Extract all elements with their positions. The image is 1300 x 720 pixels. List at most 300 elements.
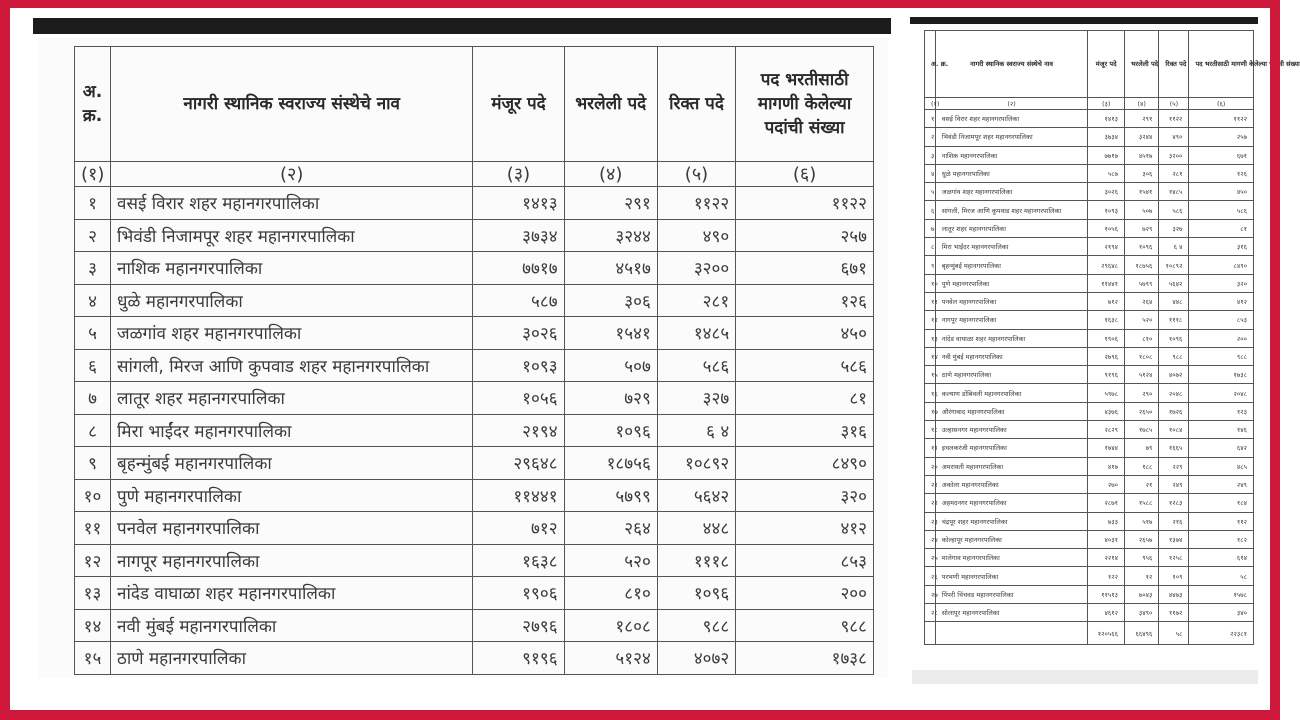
table-row xyxy=(925,494,1254,512)
serial-cell: ६ xyxy=(75,349,111,382)
serial-cell: ९ xyxy=(925,256,936,274)
table-row xyxy=(925,128,1254,146)
demanded-cell: ६१४ xyxy=(1189,549,1254,567)
vacant-cell: १३७४ xyxy=(1159,530,1189,548)
serial-cell: २५ xyxy=(925,549,936,567)
sanctioned-cell: ५८७ xyxy=(1088,164,1125,182)
table-row xyxy=(75,349,874,382)
vacant-cell: ११२२ xyxy=(657,187,735,220)
name-cell: सांगली, मिरज आणि कुपवाड शहर महानगरपालिका xyxy=(111,349,473,382)
sanctioned-cell: ३७३४ xyxy=(473,219,564,252)
vacant-cell: १४८५ xyxy=(1159,183,1189,201)
sanctioned-cell: २९६४८ xyxy=(473,447,564,480)
filled-cell: ५१७ xyxy=(1124,512,1158,530)
name-cell: अहमदनगर महानगरपालिका xyxy=(935,494,1088,512)
demanded-cell: १४६ xyxy=(1189,421,1254,439)
demanded-cell: २५७ xyxy=(736,219,874,252)
vacant-cell: २४९ xyxy=(1159,475,1189,493)
serial-cell: १६ xyxy=(925,384,936,402)
sanctioned-cell: ११४४१ xyxy=(1088,274,1125,292)
header-vacant: रिक्त पदे xyxy=(657,47,735,162)
filled-cell: १८७५६ xyxy=(1124,256,1158,274)
column-number: (५) xyxy=(657,162,735,187)
name-cell: नाशिक महानगरपालिका xyxy=(111,252,473,285)
serial-cell: २८ xyxy=(925,604,936,622)
vacant-cell: ४९० xyxy=(657,219,735,252)
header-sanctioned: मंजूर पदे xyxy=(473,47,564,162)
sanctioned-cell: ४१७ xyxy=(1088,457,1125,475)
sanctioned-cell: २७० xyxy=(1088,475,1125,493)
table-row xyxy=(925,439,1254,457)
table-row xyxy=(925,567,1254,585)
demanded-cell: ३१६ xyxy=(736,414,874,447)
table-row xyxy=(925,201,1254,219)
sanctioned-cell: २७९६ xyxy=(1088,347,1125,365)
serial-cell: ३ xyxy=(925,146,936,164)
filled-cell: ८१० xyxy=(1124,329,1158,347)
table-row xyxy=(925,530,1254,548)
vacant-cell: ४४८ xyxy=(1159,292,1189,310)
table-header-row xyxy=(75,47,874,162)
vacant-cell: ११२२ xyxy=(1159,110,1189,128)
vacant-cell: १७२६ xyxy=(1159,402,1189,420)
sanctioned-cell: २९६४८ xyxy=(1088,256,1125,274)
vacant-cell: १०८९२ xyxy=(657,447,735,480)
demanded-cell: ३२० xyxy=(1189,274,1254,292)
serial-cell: २२ xyxy=(925,494,936,512)
name-cell: नवी मुंबई महानगरपालिका xyxy=(111,609,473,642)
vacant-cell: १११८ xyxy=(1159,311,1189,329)
filled-cell: ९५६ xyxy=(1124,549,1158,567)
vacant-cell: १६६५ xyxy=(1159,439,1189,457)
name-cell: मिरा भाईंदर महानगरपालिका xyxy=(935,238,1088,256)
filled-cell: ३०६ xyxy=(564,284,657,317)
table-row xyxy=(925,219,1254,237)
serial-cell: १२ xyxy=(925,311,936,329)
table-header-row xyxy=(925,31,1254,98)
header-vacant: रिक्त पदे xyxy=(1159,31,1189,98)
table-row xyxy=(925,183,1254,201)
name-cell: अमरावती महानगरपालिका xyxy=(935,457,1088,475)
serial-cell: ७ xyxy=(75,382,111,415)
name-cell: मिरा भाईंदर महानगरपालिका xyxy=(111,414,473,447)
header-name: नागरी स्थानिक स्वराज्य संस्थेचे नाव xyxy=(111,47,473,162)
filled-cell: १०९६ xyxy=(564,414,657,447)
filled-cell: ३४९० xyxy=(1124,604,1158,622)
serial-cell: ४ xyxy=(75,284,111,317)
serial-cell: ११ xyxy=(925,292,936,310)
demanded-cell: ८४९० xyxy=(736,447,874,480)
sanctioned-cell: ११४४१ xyxy=(473,479,564,512)
table-row xyxy=(925,604,1254,622)
filled-cell: ७२९ xyxy=(564,382,657,415)
name-cell: वसई विरार शहर महानगरपालिका xyxy=(935,110,1088,128)
sanctioned-cell: ५९७८ xyxy=(1088,384,1125,402)
column-number: (१) xyxy=(75,162,111,187)
name-cell: ठाणे महानगरपालिका xyxy=(935,366,1088,384)
vacant-cell: १४८५ xyxy=(657,317,735,350)
name-cell: नाशिक महानगरपालिका xyxy=(935,146,1088,164)
column-number: (४) xyxy=(1124,98,1158,110)
demanded-cell: १२३ xyxy=(1189,402,1254,420)
table-row xyxy=(75,414,874,447)
filled-cell: ३०६ xyxy=(1124,164,1158,182)
sanctioned-cell: ९१९६ xyxy=(473,642,564,675)
table-row xyxy=(925,549,1254,567)
table-row xyxy=(925,457,1254,475)
filled-cell: ५२० xyxy=(1124,311,1158,329)
sanctioned-cell: १६३८ xyxy=(1088,311,1125,329)
table-row xyxy=(925,164,1254,182)
filled-cell: १८८ xyxy=(1124,457,1158,475)
total-row xyxy=(925,622,1254,645)
filled-cell: ३२४४ xyxy=(1124,128,1158,146)
serial-cell: १२ xyxy=(75,544,111,577)
name-cell: बृहन्मुंबई महानगरपालिका xyxy=(935,256,1088,274)
name-cell: पनवेल महानगरपालिका xyxy=(111,512,473,545)
demanded-cell: ५८६ xyxy=(736,349,874,382)
header-name: नागरी स्थानिक स्वराज्य संस्थेचे नाव xyxy=(935,31,1088,98)
name-cell: धुळे महानगरपालिका xyxy=(111,284,473,317)
sanctioned-cell: १७४४ xyxy=(1088,439,1125,457)
table-row xyxy=(925,366,1254,384)
table-row xyxy=(75,479,874,512)
vacant-cell: ११७२ xyxy=(1159,604,1189,622)
name-cell: नांदेड वाघाळा शहर महानगरपालिका xyxy=(111,577,473,610)
sanctioned-cell: ५८७ xyxy=(473,284,564,317)
sanctioned-cell: १०५६ xyxy=(1088,219,1125,237)
filled-cell: १५८८ xyxy=(1124,494,1158,512)
table-row xyxy=(925,512,1254,530)
name-cell: नागपूर महानगरपालिका xyxy=(935,311,1088,329)
vacant-cell: ९८८ xyxy=(657,609,735,642)
header-serial: अ. क्र. xyxy=(925,31,936,98)
serial-cell: ३ xyxy=(75,252,111,285)
serial-cell: १५ xyxy=(75,642,111,675)
filled-cell: १२ xyxy=(1124,567,1158,585)
header-serial: अ. क्र. xyxy=(75,47,111,162)
filled-cell: ५२० xyxy=(564,544,657,577)
column-number: (४) xyxy=(564,162,657,187)
filled-cell: ७०४३ xyxy=(1124,585,1158,603)
demanded-cell: ८५३ xyxy=(736,544,874,577)
demanded-cell: ६७१ xyxy=(1189,146,1254,164)
demanded-cell: ४१२ xyxy=(736,512,874,545)
column-number: (३) xyxy=(473,162,564,187)
serial-cell: ८ xyxy=(75,414,111,447)
serial-cell: १९ xyxy=(925,439,936,457)
sanctioned-cell: २८७१ xyxy=(1088,494,1125,512)
demanded-cell: २५७ xyxy=(1189,128,1254,146)
filled-cell: १८७५६ xyxy=(564,447,657,480)
sanctioned-cell: १९०६ xyxy=(473,577,564,610)
name-cell: नवी मुंबई महानगरपालिका xyxy=(935,347,1088,365)
sanctioned-cell: २७९६ xyxy=(473,609,564,642)
demanded-cell: १८२ xyxy=(1189,530,1254,548)
demanded-cell: १२६ xyxy=(1189,164,1254,182)
demanded-cell: ४१२ xyxy=(1189,292,1254,310)
column-number: (२) xyxy=(111,162,473,187)
table-row xyxy=(925,311,1254,329)
filled-cell: ३२४४ xyxy=(564,219,657,252)
vacant-cell: ३२०० xyxy=(657,252,735,285)
filled-cell: २१ xyxy=(1124,475,1158,493)
filled-cell: ५७९९ xyxy=(1124,274,1158,292)
name-cell: ठाणे महानगरपालिका xyxy=(111,642,473,675)
filled-cell: १५४१ xyxy=(564,317,657,350)
name-cell: इचलकरंजी महानगरपालिका xyxy=(935,439,1088,457)
total-filled-cell: ६६४९६ xyxy=(1124,622,1158,645)
demanded-cell: ६७१ xyxy=(736,252,874,285)
vacant-cell: ५६४२ xyxy=(657,479,735,512)
filled-cell: ८१० xyxy=(564,577,657,610)
column-number: (२) xyxy=(935,98,1088,110)
table-row xyxy=(925,402,1254,420)
vacant-cell: ३२७ xyxy=(1159,219,1189,237)
name-cell: पनवेल महानगरपालिका xyxy=(935,292,1088,310)
serial-cell: २६ xyxy=(925,567,936,585)
vacant-cell: १०८४ xyxy=(1159,421,1189,439)
demanded-cell: ४५० xyxy=(736,317,874,350)
table-row xyxy=(75,577,874,610)
demanded-cell: ११२ xyxy=(1189,512,1254,530)
name-cell: भिवंडी निजामपूर शहर महानगरपालिका xyxy=(111,219,473,252)
vacancy-table-zoomed xyxy=(74,46,874,675)
name-cell: कोल्हापूर महानगरपालिका xyxy=(935,530,1088,548)
filled-cell: ५७९९ xyxy=(564,479,657,512)
sanctioned-cell: ४३७६ xyxy=(1088,402,1125,420)
demanded-cell: ३४० xyxy=(1189,604,1254,622)
name-cell: पिंपरी चिंचवड महानगरपालिका xyxy=(935,585,1088,603)
demanded-cell: ११२२ xyxy=(736,187,874,220)
demanded-cell: १७३८ xyxy=(1189,366,1254,384)
serial-cell: २१ xyxy=(925,475,936,493)
demanded-cell: ५८ xyxy=(1189,567,1254,585)
demanded-cell: ८४९० xyxy=(1189,256,1254,274)
name-cell: औरंगाबाद महानगरपालिका xyxy=(935,402,1088,420)
vacant-cell: ४४८ xyxy=(657,512,735,545)
table-row xyxy=(925,274,1254,292)
filled-cell: ५०७ xyxy=(1124,201,1158,219)
demanded-cell: ८१ xyxy=(736,382,874,415)
demanded-cell: २०० xyxy=(736,577,874,610)
name-cell: भिवंडी निजामपूर शहर महानगरपालिका xyxy=(935,128,1088,146)
sanctioned-cell: १०५६ xyxy=(473,382,564,415)
table-row xyxy=(925,585,1254,603)
header-filled: भरलेली पदे xyxy=(1124,31,1158,98)
demanded-cell: ६४२ xyxy=(1189,439,1254,457)
vacant-cell: ४९० xyxy=(1159,128,1189,146)
filled-cell: १८०८ xyxy=(1124,347,1158,365)
sanctioned-cell: ७७१७ xyxy=(473,252,564,285)
filled-cell: ७९ xyxy=(1124,439,1158,457)
demanded-cell: ९८८ xyxy=(1189,347,1254,365)
vacant-cell: २८१ xyxy=(1159,164,1189,182)
name-cell: जळगांव शहर महानगरपालिका xyxy=(935,183,1088,201)
table-row xyxy=(75,187,874,220)
serial-cell: ६ xyxy=(925,201,936,219)
total-label-cell xyxy=(935,622,1088,645)
table-row xyxy=(925,347,1254,365)
name-cell: कल्याण डोंबिवली महानगरपालिका xyxy=(935,384,1088,402)
vacancy-table-full xyxy=(924,30,1300,645)
vacant-cell: ५६४२ xyxy=(1159,274,1189,292)
filled-cell: २९१ xyxy=(564,187,657,220)
name-cell: जळगांव शहर महानगरपालिका xyxy=(111,317,473,350)
table-row xyxy=(75,284,874,317)
name-cell: सोलापूर महानगरपालिका xyxy=(935,604,1088,622)
sanctioned-cell: २१९४ xyxy=(473,414,564,447)
column-number-row xyxy=(925,98,1254,110)
serial-cell: १ xyxy=(925,110,936,128)
vacant-cell: ४४७३ xyxy=(1159,585,1189,603)
table-row xyxy=(925,238,1254,256)
filled-cell: २६५० xyxy=(1124,402,1158,420)
demanded-cell: ९८८ xyxy=(736,609,874,642)
serial-cell: ९ xyxy=(75,447,111,480)
name-cell: मालेगाव महानगरपालिका xyxy=(935,549,1088,567)
sanctioned-cell: ३०२६ xyxy=(473,317,564,350)
sanctioned-cell: ७७१७ xyxy=(1088,146,1125,164)
name-cell: चंद्रपूर शहर महानगरपालिका xyxy=(935,512,1088,530)
serial-cell: १३ xyxy=(925,329,936,347)
table-row xyxy=(75,544,874,577)
sanctioned-cell: १२२ xyxy=(1088,567,1125,585)
sanctioned-cell: २१९४ xyxy=(1088,238,1125,256)
filled-cell: १७८५ xyxy=(1124,421,1158,439)
serial-cell: १४ xyxy=(75,609,111,642)
serial-cell: १४ xyxy=(925,347,936,365)
table-row xyxy=(75,317,874,350)
demanded-cell: १७३८ xyxy=(736,642,874,675)
vacant-cell: ४०७२ xyxy=(657,642,735,675)
demanded-cell: ५८६ xyxy=(1189,201,1254,219)
sanctioned-cell: ४६१२ xyxy=(1088,604,1125,622)
serial-cell: ५ xyxy=(75,317,111,350)
serial-cell: ११ xyxy=(75,512,111,545)
table-row xyxy=(925,110,1254,128)
demanded-cell: ११२२ xyxy=(1189,110,1254,128)
total-demanded-cell: २२३८१ xyxy=(1189,622,1254,645)
serial-cell: ८ xyxy=(925,238,936,256)
filled-cell: १८०८ xyxy=(564,609,657,642)
sanctioned-cell: ७१२ xyxy=(473,512,564,545)
filled-cell: २६४ xyxy=(564,512,657,545)
header-bar-right xyxy=(910,17,1258,24)
sanctioned-cell: ३७३४ xyxy=(1088,128,1125,146)
filled-cell: २९० xyxy=(1124,384,1158,402)
vacant-cell: ६ ४ xyxy=(1159,238,1189,256)
demanded-cell: ३२० xyxy=(736,479,874,512)
demanded-cell: १२६ xyxy=(736,284,874,317)
filled-cell: १०९६ xyxy=(1124,238,1158,256)
vacant-cell: १०९६ xyxy=(657,577,735,610)
header-demanded: पद भरतीसाठी मागणी केलेल्या पदांची संख्या xyxy=(1189,31,1254,98)
sanctioned-cell: १०९३ xyxy=(1088,201,1125,219)
filled-cell: १५४१ xyxy=(1124,183,1158,201)
name-cell: धुळे महानगरपालिका xyxy=(935,164,1088,182)
sanctioned-cell: १४१३ xyxy=(1088,110,1125,128)
table-row xyxy=(75,219,874,252)
name-cell: उल्हासनगर महानगरपालिका xyxy=(935,421,1088,439)
page-shadow xyxy=(912,670,1258,684)
header-sanctioned: मंजूर पदे xyxy=(1088,31,1125,98)
sanctioned-cell: १४१३ xyxy=(473,187,564,220)
filled-cell: २९१ xyxy=(1124,110,1158,128)
demanded-cell: २०० xyxy=(1189,329,1254,347)
table-row xyxy=(75,512,874,545)
serial-cell: १० xyxy=(75,479,111,512)
serial-cell: ७ xyxy=(925,219,936,237)
serial-cell: १० xyxy=(925,274,936,292)
sanctioned-cell: १६३८ xyxy=(473,544,564,577)
table-row xyxy=(925,146,1254,164)
serial-cell: २ xyxy=(75,219,111,252)
total-vacant-cell: ५८ xyxy=(1159,622,1189,645)
vacant-cell: ५८६ xyxy=(657,349,735,382)
sanctioned-cell: ४०३१ xyxy=(1088,530,1125,548)
vacant-cell: २८१ xyxy=(657,284,735,317)
name-cell: नागपूर महानगरपालिका xyxy=(111,544,473,577)
demanded-cell: १८४ xyxy=(1189,494,1254,512)
serial-cell: २४ xyxy=(925,530,936,548)
demanded-cell: २०४८ xyxy=(1189,384,1254,402)
column-number: (१) xyxy=(925,98,936,110)
filled-cell: २६४ xyxy=(1124,292,1158,310)
name-cell: परभणी महानगरपालिका xyxy=(935,567,1088,585)
name-cell: पुणे महानगरपालिका xyxy=(111,479,473,512)
sanctioned-cell: ७१२ xyxy=(1088,292,1125,310)
document-image-full xyxy=(912,26,1300,686)
vacant-cell: २१६ xyxy=(1159,512,1189,530)
table-row xyxy=(75,609,874,642)
serial-cell: १७ xyxy=(925,402,936,420)
header-demanded: पद भरतीसाठी मागणी केलेल्या पदांची संख्या xyxy=(736,47,874,162)
sanctioned-cell: ११५१३ xyxy=(1088,585,1125,603)
name-cell: नांदेड वाघाळा शहर महानगरपालिका xyxy=(935,329,1088,347)
vacant-cell: १११८ xyxy=(657,544,735,577)
table-row xyxy=(925,256,1254,274)
serial-cell: २० xyxy=(925,457,936,475)
demanded-cell: ८५३ xyxy=(1189,311,1254,329)
table-row xyxy=(925,329,1254,347)
name-cell: पुणे महानगरपालिका xyxy=(935,274,1088,292)
vacant-cell: ६ ४ xyxy=(657,414,735,447)
demanded-cell: २४९ xyxy=(1189,475,1254,493)
vacant-cell: ४०७२ xyxy=(1159,366,1189,384)
demanded-cell: ४५० xyxy=(1189,183,1254,201)
column-number: (५) xyxy=(1159,98,1189,110)
column-number-row xyxy=(75,162,874,187)
name-cell: वसई विरार शहर महानगरपालिका xyxy=(111,187,473,220)
vacant-cell: ३२७ xyxy=(657,382,735,415)
serial-cell: १३ xyxy=(75,577,111,610)
name-cell: लातूर शहर महानगरपालिका xyxy=(111,382,473,415)
serial-cell: १८ xyxy=(925,421,936,439)
vacant-cell: १०९६ xyxy=(1159,329,1189,347)
total-sanctioned-cell: १२०५६६ xyxy=(1088,622,1125,645)
header-bar-left xyxy=(33,18,891,34)
sanctioned-cell: १०९३ xyxy=(473,349,564,382)
name-cell: अकोला महानगरपालिका xyxy=(935,475,1088,493)
demanded-cell: ४८५ xyxy=(1189,457,1254,475)
filled-cell: ५०७ xyxy=(564,349,657,382)
table-row xyxy=(75,382,874,415)
name-cell: सांगली, मिरज आणि कुपवाड शहर महानगरपालिका xyxy=(935,201,1088,219)
filled-cell: ७२९ xyxy=(1124,219,1158,237)
table-row xyxy=(925,384,1254,402)
column-number: (६) xyxy=(736,162,874,187)
